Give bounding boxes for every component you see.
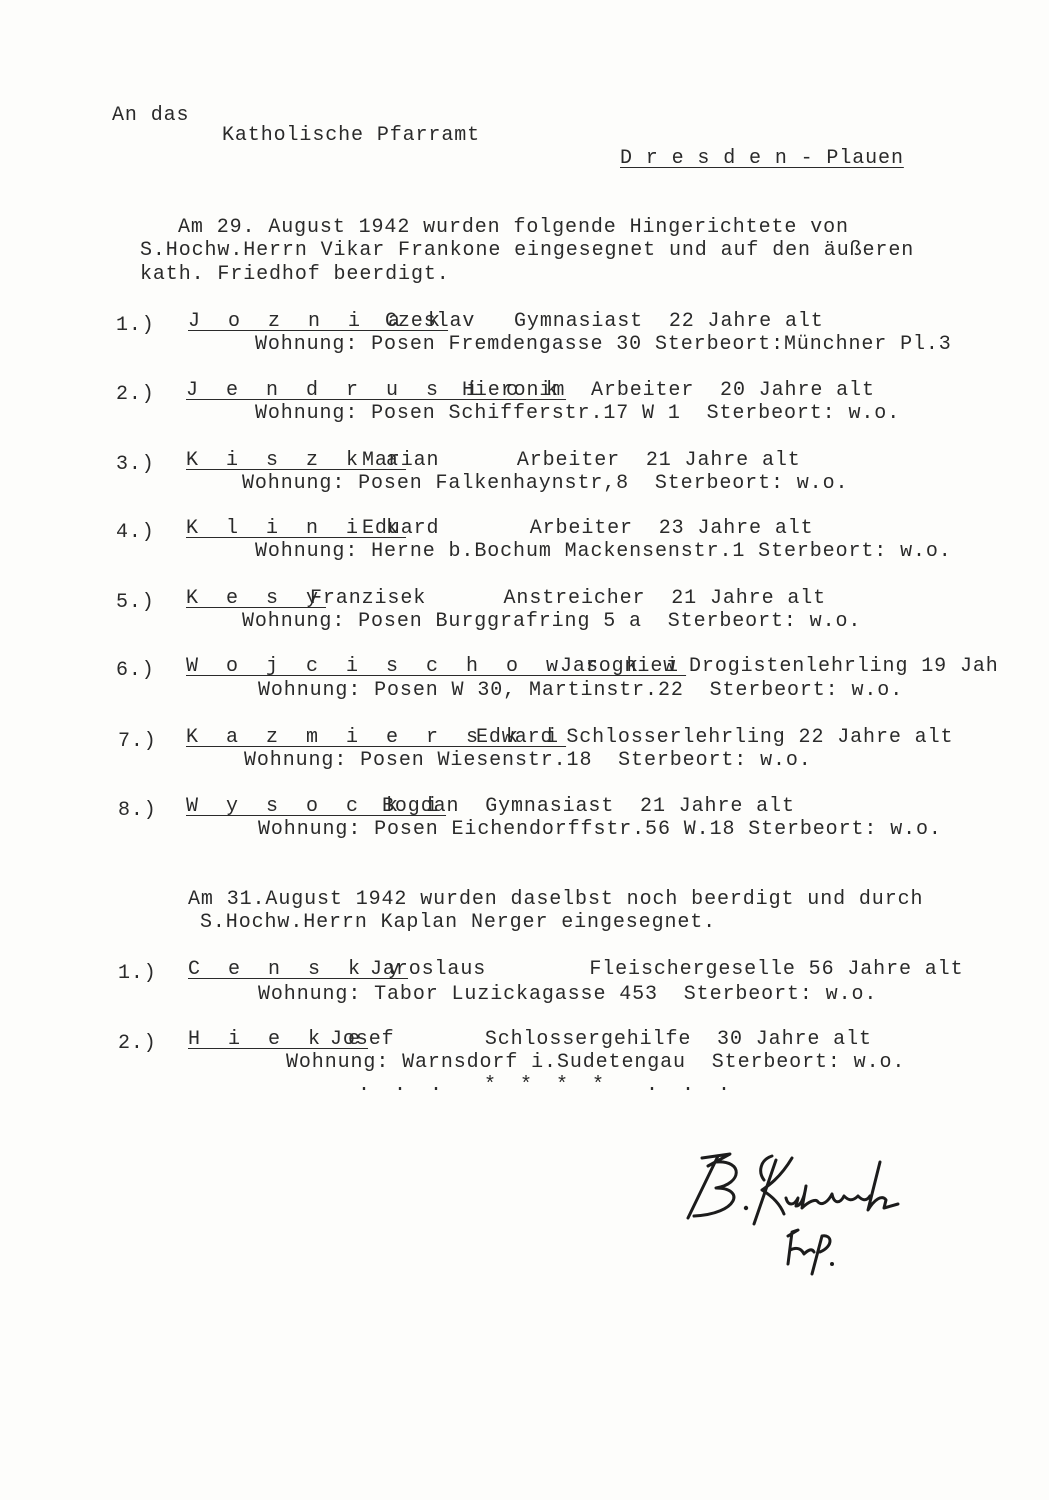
entry-surname: K l i n i k (186, 517, 407, 540)
entry-details: Bogdan Gymnasiast 21 Jahre alt (382, 795, 795, 818)
entry-surname: J o z n i a k (188, 310, 449, 333)
entry-number: 8.) (118, 799, 157, 822)
entry-residence: Wohnung: Posen Wiesenstr.18 Sterbeort: w.o. (244, 749, 812, 772)
entry-surname: W y s o c k i (186, 795, 447, 818)
closing-ornament: . . . * * * * . . . (358, 1074, 737, 1097)
entry-surname: C e n s k y (188, 958, 409, 981)
entry-number: 2.) (116, 383, 155, 406)
entry-details: Marian Arbeiter 21 Jahre alt (362, 449, 801, 472)
entry-residence: Wohnung: Posen W 30, Martinstr.22 Sterbeort: w.o. (258, 679, 904, 702)
entry-details: Josef Schlossergehilfe 30 Jahre alt (330, 1028, 872, 1051)
entry-residence: Wohnung: Herne b.Bochum Mackensenstr.1 Sterbeort: w.o. (255, 540, 952, 563)
entry-details: Eduard Arbeiter 23 Jahre alt (362, 517, 814, 540)
intro2-line-2: S.Hochw.Herrn Kaplan Nerger eingesegnet. (200, 911, 717, 934)
intro1-line-3: kath. Friedhof beerdigt. (140, 263, 450, 286)
entry-number: 5.) (116, 591, 155, 614)
address-city: D r e s d e n - Plauen (620, 147, 904, 170)
intro1-line-2: S.Hochw.Herrn Vikar Frankone eingesegnet und auf den äußeren (140, 239, 915, 262)
handwritten-signature (672, 1140, 922, 1280)
entry-number: 3.) (116, 453, 155, 476)
entry-residence: Wohnung: Posen Burggrafring 5 a Sterbeort: w.o. (242, 610, 862, 633)
entry-surname: K e s y (186, 587, 327, 610)
entry-surname: W o j c i s c h o w s k i (186, 655, 687, 678)
entry-surname: J e n d r u s i c k (186, 379, 567, 402)
entry-details: Hieronim Arbeiter 20 Jahre alt (462, 379, 875, 402)
entry-number: 4.) (116, 521, 155, 544)
entry-number: 6.) (116, 659, 155, 682)
entry-residence: Wohnung: Posen Schifferstr.17 W 1 Sterbeort: w.o. (255, 402, 901, 425)
entry-details: Czeslav Gymnasiast 22 Jahre alt (385, 310, 824, 333)
entry-details: Jarogniew Drogistenlehrling 19 Jah (560, 655, 999, 678)
intro1-line-1: Am 29. August 1942 wurden folgende Hingerichtete von (178, 216, 849, 239)
entry-surname: K a z m i e r s k i (186, 726, 567, 749)
entry-details: Franzisek Anstreicher 21 Jahre alt (310, 587, 827, 610)
entry-residence: Wohnung: Posen Falkenhaynstr,8 Sterbeort: w.o. (242, 472, 849, 495)
entry-number: 7.) (118, 730, 157, 753)
entry-number: 2.) (118, 1032, 157, 1055)
entry-residence: Wohnung: Posen Eichendorffstr.56 W.18 Sterbeort: w.o. (258, 818, 942, 841)
entry-residence: Wohnung: Posen Fremdengasse 30 Sterbeort:Münchner Pl.3 (255, 333, 952, 356)
entry-surname: K i s z k a (186, 449, 407, 472)
entry-number: 1.) (116, 314, 155, 337)
entry-residence: Wohnung: Warnsdorf i.Sudetengau Sterbeort: w.o. (286, 1051, 906, 1074)
entry-number: 1.) (118, 962, 157, 985)
entry-details: Jaroslaus Fleischergeselle 56 Jahre alt (370, 958, 964, 981)
intro2-line-1: Am 31.August 1942 wurden daselbst noch beerdigt und durch (188, 888, 924, 911)
address-line-1: An das (112, 104, 190, 127)
entry-details: Edward Schlosserlehrling 22 Jahre alt (476, 726, 954, 749)
entry-residence: Wohnung: Tabor Luzickagasse 453 Sterbeort: w.o. (258, 983, 878, 1006)
entry-surname: H i e k e (188, 1028, 369, 1051)
address-line-2: Katholische Pfarramt (222, 124, 481, 147)
